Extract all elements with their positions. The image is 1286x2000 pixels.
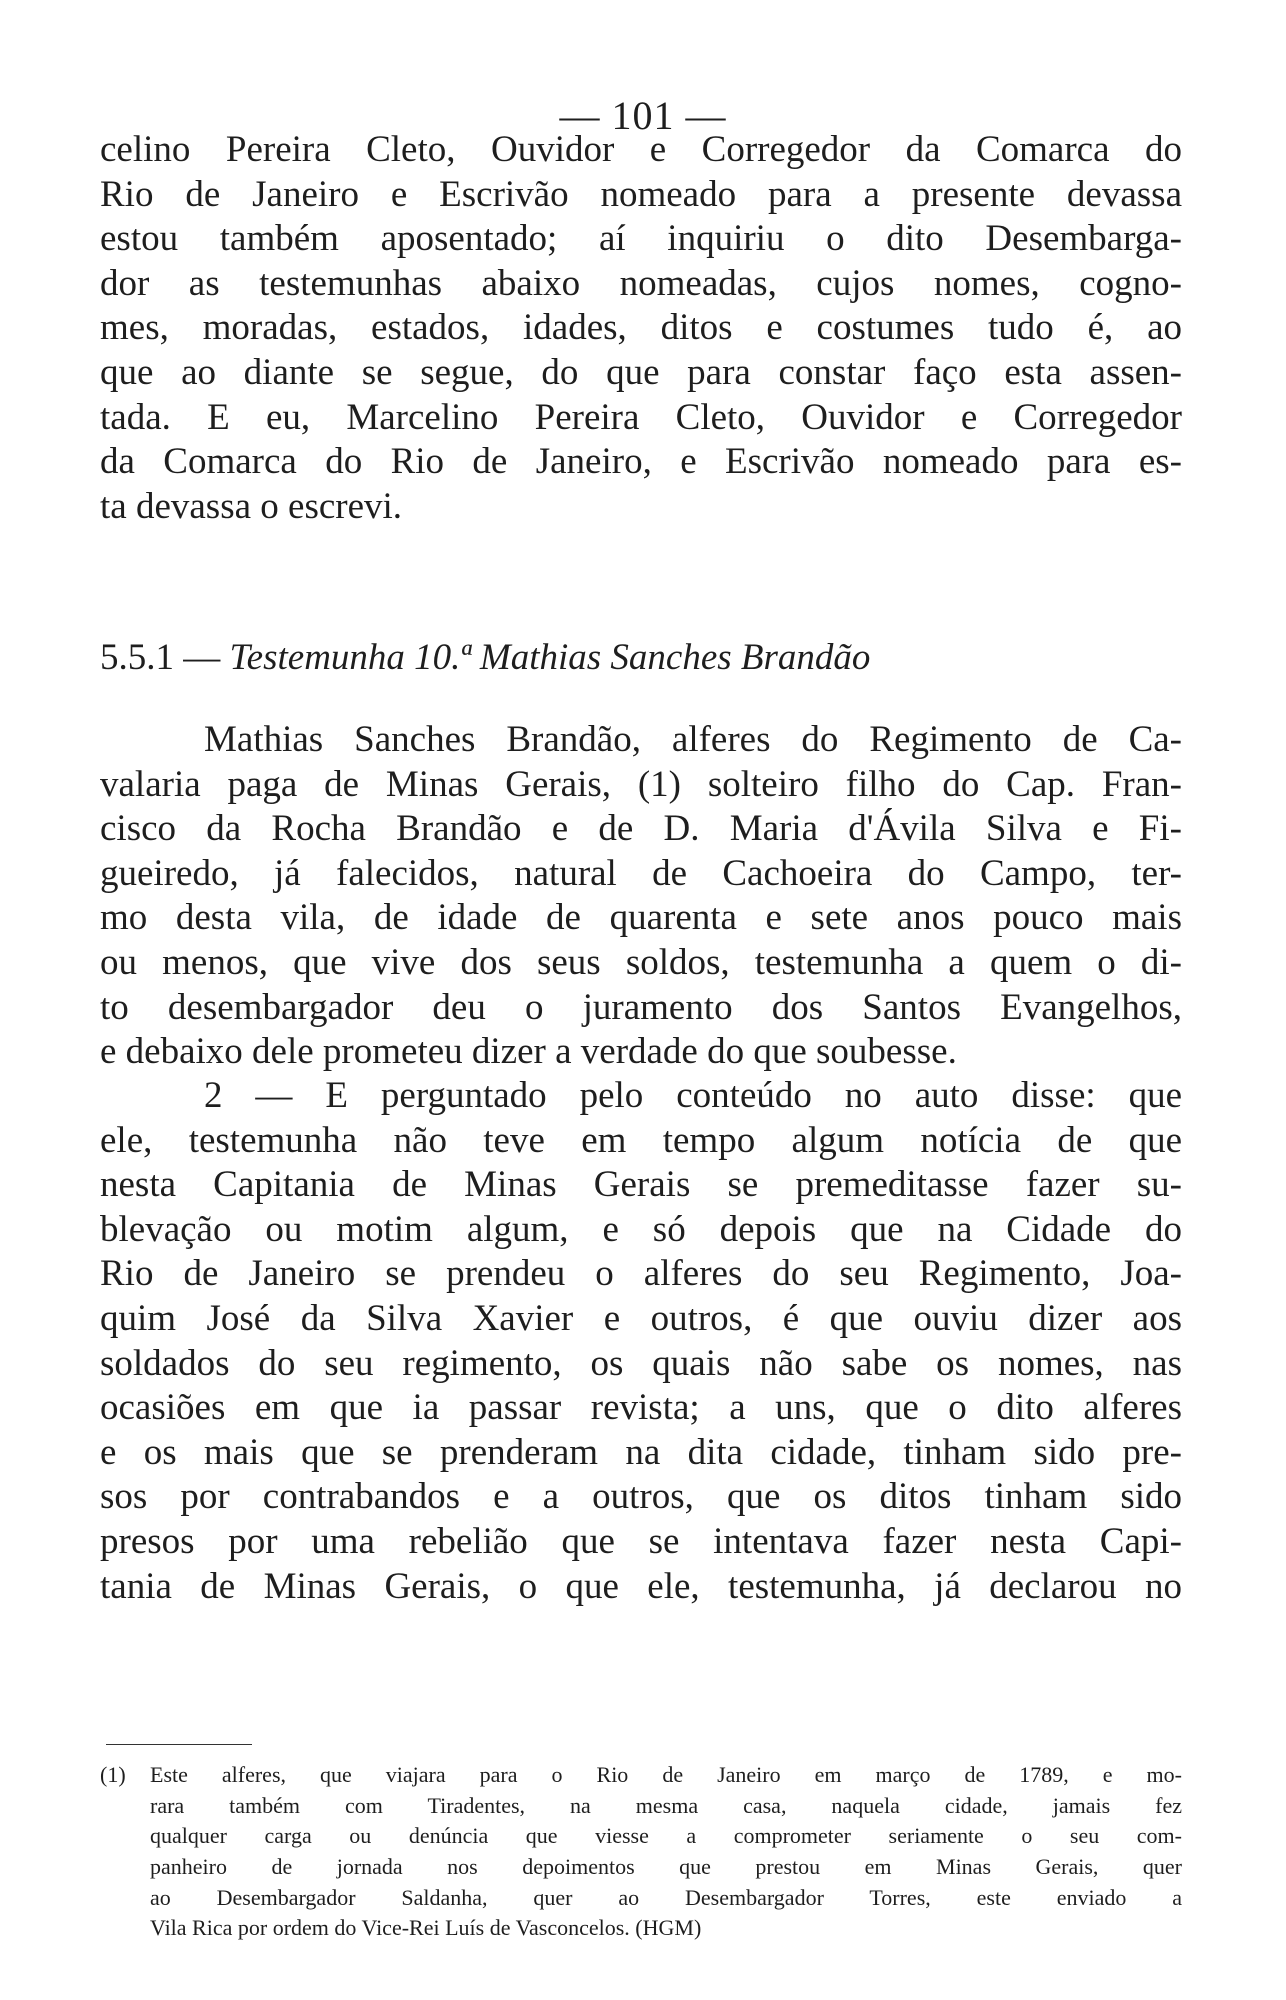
footnote-divider	[106, 1744, 252, 1745]
text-line: Rio de Janeiro e Escrivão nomeado para a presente devassa	[100, 173, 1182, 215]
text-line: nesta Capitania de Minas Gerais se premeditasse fazer su-	[100, 1164, 1182, 1206]
section-title: Testemunha 10.ª Mathias Sanches Brandão	[229, 637, 871, 678]
text-line: estou também aposentado; aí inquiriu o dito Desembarga-	[100, 218, 1182, 260]
text-line: que ao diante se segue, do que para constar faço esta assen-	[100, 351, 1182, 393]
text-line: 2 — E perguntado pelo conteúdo no auto disse: que	[204, 1075, 1182, 1116]
text-line: soldados do seu regimento, os quais não sabe os nomes, nas	[100, 1342, 1182, 1384]
text-line: ele, testemunha não teve em tempo algum notícia de que	[100, 1119, 1182, 1161]
text-line: da Comarca do Rio de Janeiro, e Escrivão nomeado para es-	[100, 441, 1182, 483]
footnote-line: Vila Rica por ordem do Vice-Rei Luís de Vasconcelos. (HGM)	[150, 1915, 702, 1941]
text-line: valaria paga de Minas Gerais, (1) solteiro filho do Cap. Fran-	[100, 763, 1182, 805]
footnote-line: ao Desembargador Saldanha, quer ao Desembargador Torres, este enviado a	[150, 1884, 1182, 1910]
text-line: ou menos, que vive dos seus soldos, testemunha a quem o di-	[100, 941, 1182, 983]
text-line: mes, moradas, estados, idades, ditos e costumes tudo é, ao	[100, 307, 1182, 349]
answer-paragraph	[100, 1074, 1182, 1609]
text-line: to desembargador deu o juramento dos Santos Evangelhos,	[100, 986, 1182, 1028]
text-line: e debaixo dele prometeu dizer a verdade do que soubesse.	[100, 1031, 957, 1073]
text-line: tada. E eu, Marcelino Pereira Cleto, Ouvidor e Corregedor	[100, 396, 1182, 438]
footnote-line: panheiro de jornada nos depoimentos que prestou em Minas Gerais, quer	[150, 1854, 1182, 1880]
witness-paragraph	[100, 718, 1182, 1075]
footnote-text: Este alferes, que viajara para o Rio de Janeiro em março de 1789, e mo-	[150, 1762, 1182, 1787]
text-line: dor as testemunhas abaixo nomeadas, cujos nomes, cogno-	[100, 262, 1182, 304]
footnote-line: qualquer carga ou denúncia que viesse a comprometer seriamente o seu com-	[150, 1823, 1182, 1849]
text-line: e os mais que se prenderam na dita cidade, tinham sido pre-	[100, 1431, 1182, 1473]
text-line: presos por uma rebelião que se intentava fazer nesta Capi-	[100, 1520, 1182, 1562]
text-line: mo desta vila, de idade de quarenta e sete anos pouco mais	[100, 897, 1182, 939]
footnote-marker: (1)	[100, 1762, 126, 1787]
page-number: — 101 —	[559, 93, 727, 138]
text-line: blevação ou motim algum, e só depois que na Cidade do	[100, 1208, 1182, 1250]
text-line: ocasiões em que ia passar revista; a uns, que o dito alferes	[100, 1387, 1182, 1429]
intro-paragraph	[100, 128, 1182, 529]
footnote-line: rara também com Tiradentes, na mesma casa, naquela cidade, jamais fez	[150, 1792, 1182, 1818]
footnote	[100, 1760, 1182, 1944]
section-heading	[100, 636, 870, 680]
section-number: 5.5.1 —	[100, 637, 221, 678]
text-line: gueiredo, já falecidos, natural de Cachoeira do Campo, ter-	[100, 852, 1182, 894]
footnote-line	[100, 1760, 1182, 1791]
text-line: cisco da Rocha Brandão e de D. Maria d'Ávila Silva e Fi-	[100, 808, 1182, 850]
text-line: quim José da Silva Xavier e outros, é que ouviu dizer aos	[100, 1297, 1182, 1339]
text-line: celino Pereira Cleto, Ouvidor e Corregedor da Comarca do	[100, 129, 1182, 170]
text-line: sos por contrabandos e a outros, que os ditos tinham sido	[100, 1476, 1182, 1518]
text-line: Mathias Sanches Brandão, alferes do Regimento de Ca-	[204, 719, 1182, 760]
text-line: tania de Minas Gerais, o que ele, testemunha, já declarou no	[100, 1565, 1182, 1607]
text-line: Rio de Janeiro se prendeu o alferes do seu Regimento, Joa-	[100, 1253, 1182, 1295]
text-line: ta devassa o escrevi.	[100, 485, 403, 527]
